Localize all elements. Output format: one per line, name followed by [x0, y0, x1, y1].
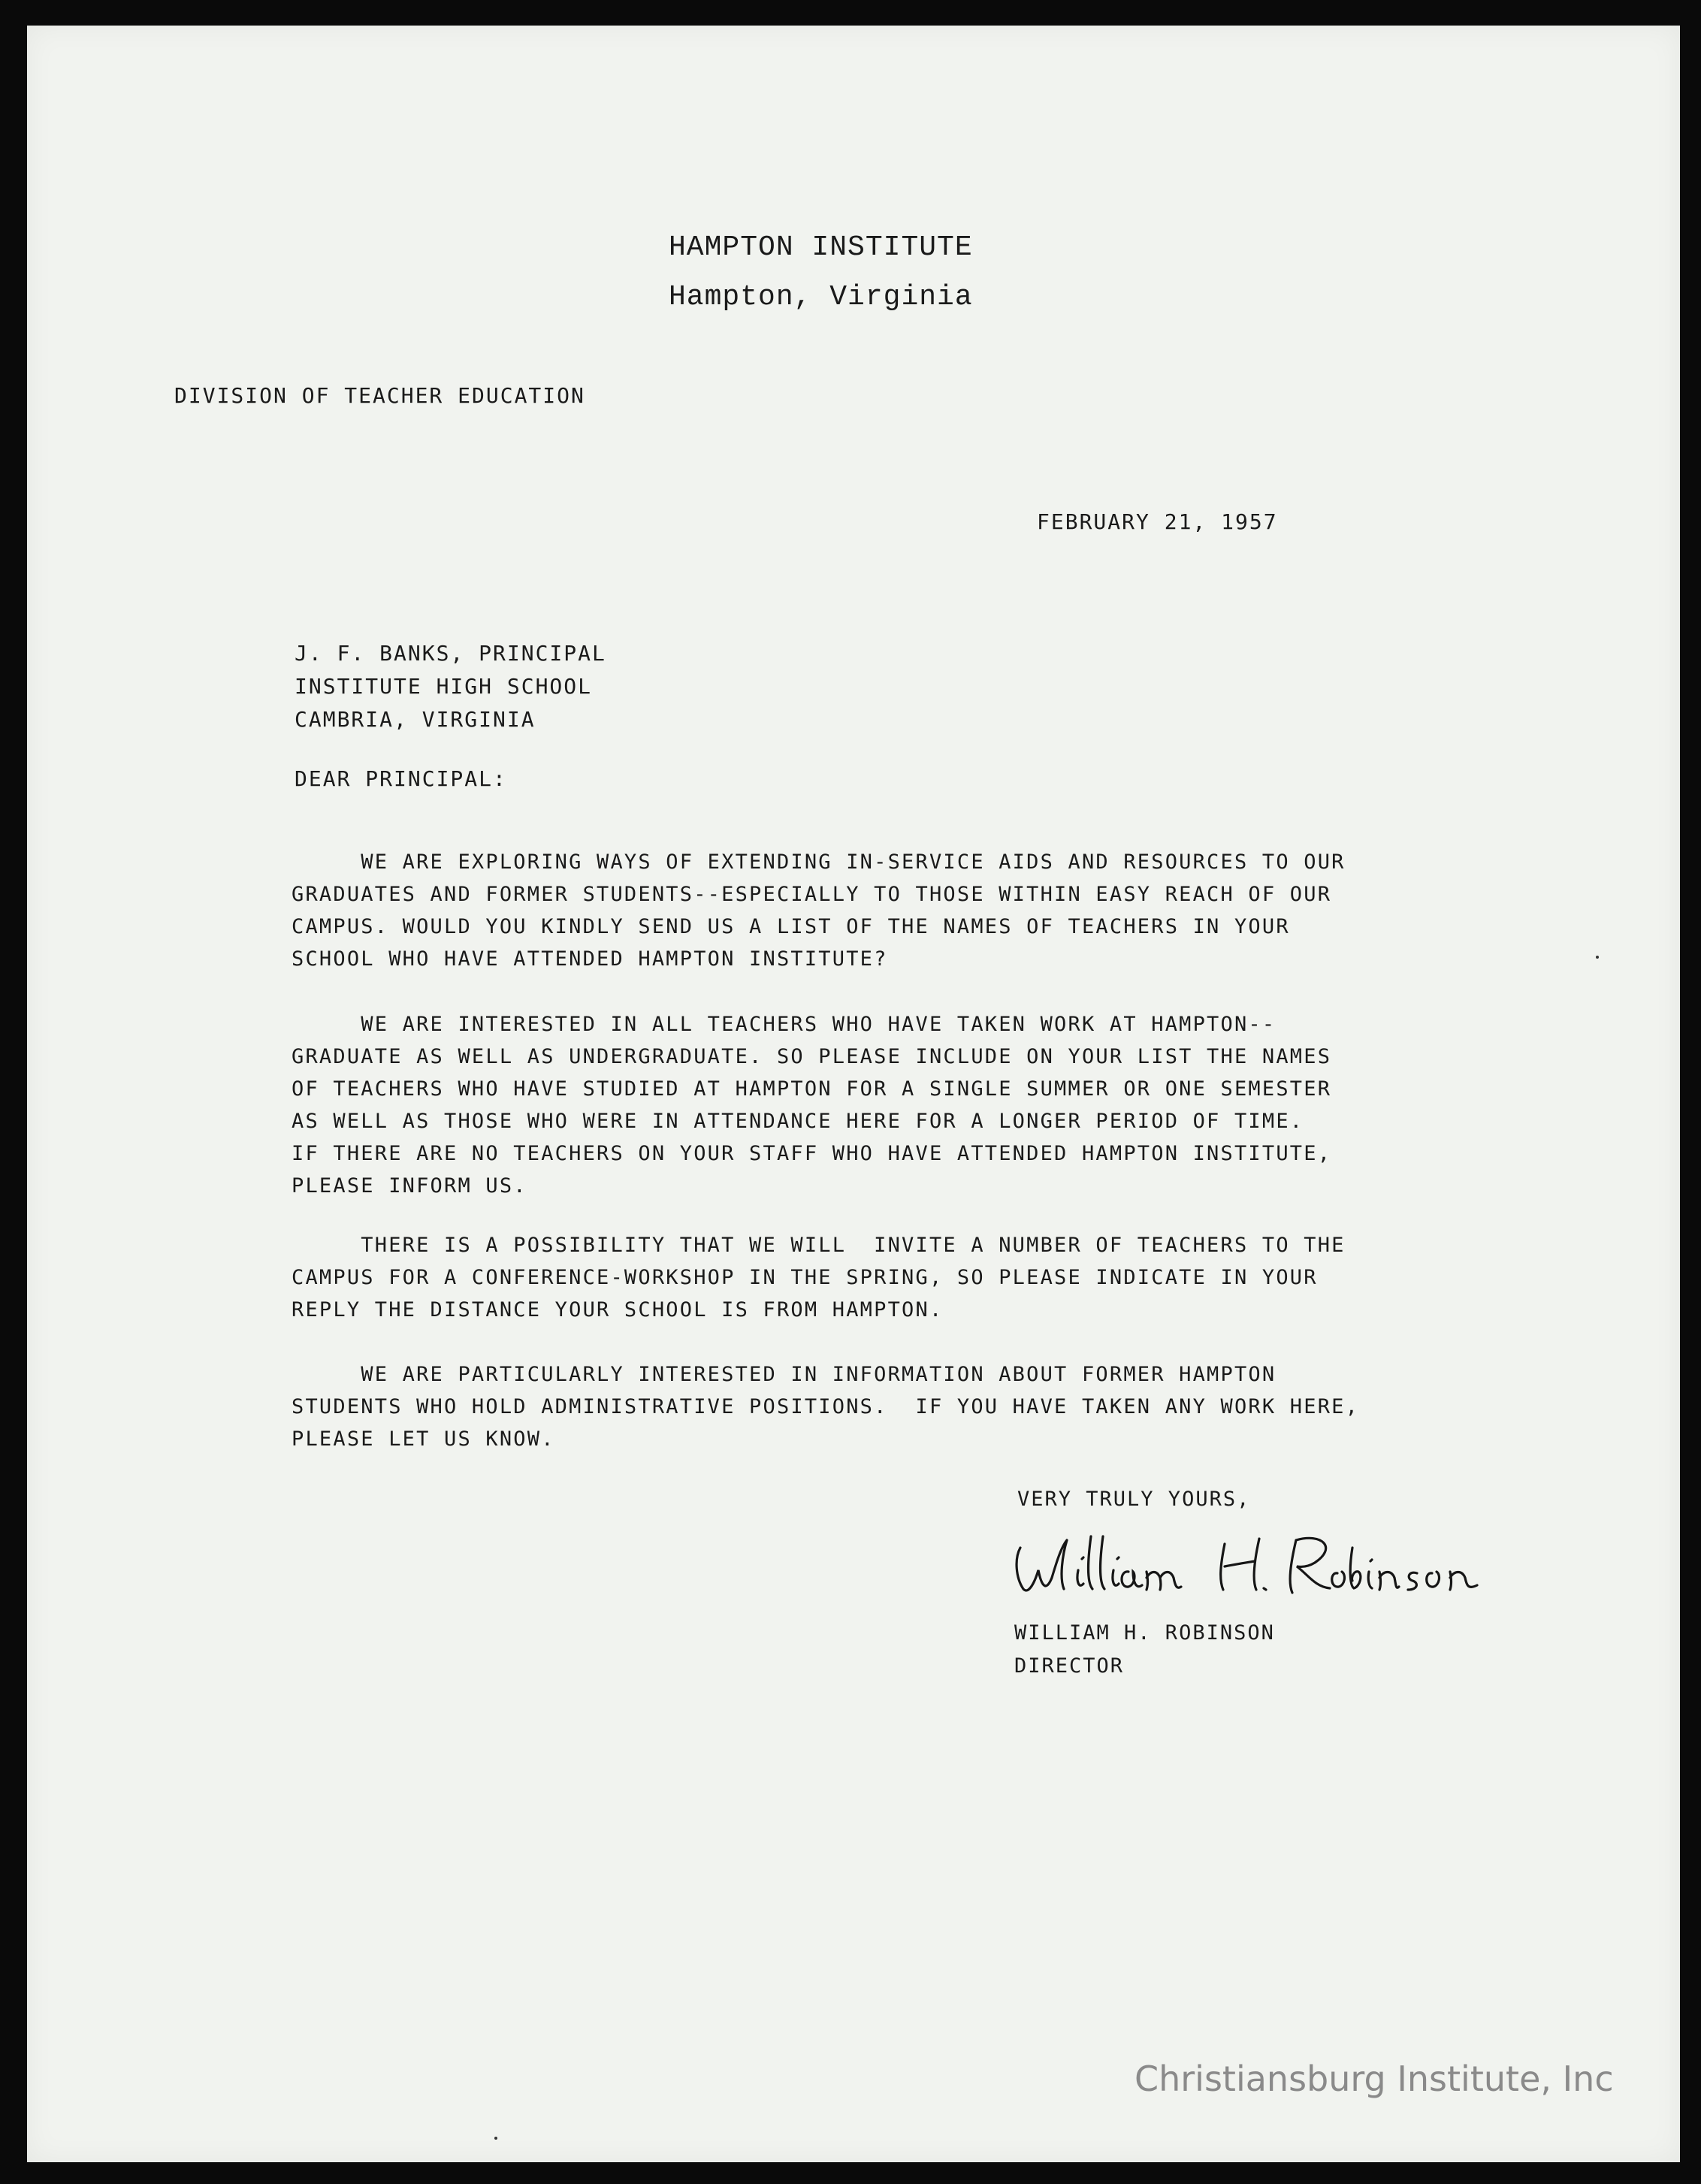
recipient-address [295, 637, 606, 736]
signer-title: DIRECTOR [1014, 1654, 1125, 1678]
paragraph-line: WE ARE PARTICULARLY INTERESTED IN INFORMATION ABOUT FORMER HAMPTON [292, 1363, 1277, 1386]
paragraph-line: GRADUATE AS WELL AS UNDERGRADUATE. SO PLEASE INCLUDE ON YOUR LIST THE NAMES [292, 1045, 1332, 1068]
paragraph-line: AS WELL AS THOSE WHO WERE IN ATTENDANCE HERE FOR A LONGER PERIOD OF TIME. [292, 1110, 1304, 1133]
letterhead-institution: HAMPTON INSTITUTE [669, 231, 973, 264]
body-paragraph-4 [292, 1358, 1403, 1455]
paper-speck [1596, 956, 1599, 959]
salutation: DEAR PRINCIPAL: [295, 766, 507, 791]
paragraph-line: CAMPUS. WOULD YOU KINDLY SEND US A LIST OF THE NAMES OF TEACHERS IN YOUR [292, 915, 1290, 938]
paragraph-line: PLEASE LET US KNOW. [292, 1427, 555, 1451]
signer-name: WILLIAM H. ROBINSON [1014, 1621, 1275, 1645]
recipient-line: CAMBRIA, VIRGINIA [295, 707, 536, 732]
paragraph-line: WE ARE INTERESTED IN ALL TEACHERS WHO HAVE TAKEN WORK AT HAMPTON-- [292, 1013, 1277, 1036]
handwritten-signature [1007, 1525, 1533, 1608]
body-paragraph-3 [292, 1229, 1403, 1326]
paragraph-line: OF TEACHERS WHO HAVE STUDIED AT HAMPTON FOR A SINGLE SUMMER OR ONE SEMESTER [292, 1077, 1332, 1101]
body-paragraph-1 [292, 846, 1403, 975]
watermark-text: Christiansburg Institute, Inc [1135, 2059, 1614, 2099]
letter-date: FEBRUARY 21, 1957 [1037, 509, 1278, 534]
paragraph-line: WE ARE EXPLORING WAYS OF EXTENDING IN-SERVICE AIDS AND RESOURCES TO OUR [292, 850, 1346, 874]
paragraph-line: GRADUATES AND FORMER STUDENTS--ESPECIALLY TO THOSE WITHIN EASY REACH OF OUR [292, 883, 1332, 906]
paragraph-line: SCHOOL WHO HAVE ATTENDED HAMPTON INSTITUTE? [292, 947, 888, 971]
paper-speck [494, 2137, 497, 2140]
paragraph-line: IF THERE ARE NO TEACHERS ON YOUR STAFF WHO HAVE ATTENDED HAMPTON INSTITUTE, [292, 1142, 1332, 1165]
division-name: DIVISION OF TEACHER EDUCATION [174, 383, 585, 408]
paragraph-line: PLEASE INFORM US. [292, 1174, 527, 1198]
complimentary-close: VERY TRULY YOURS, [1017, 1488, 1251, 1511]
recipient-line: INSTITUTE HIGH SCHOOL [295, 674, 593, 699]
paragraph-line: THERE IS A POSSIBILITY THAT WE WILL INVITE A NUMBER OF TEACHERS TO THE [292, 1234, 1346, 1257]
letterhead-location: Hampton, Virginia [669, 281, 973, 313]
paragraph-line: CAMPUS FOR A CONFERENCE-WORKSHOP IN THE SPRING, SO PLEASE INDICATE IN YOUR [292, 1266, 1318, 1289]
recipient-line: J. F. BANKS, PRINCIPAL [295, 641, 606, 666]
body-paragraph-2 [292, 1008, 1403, 1202]
paragraph-line: STUDENTS WHO HOLD ADMINISTRATIVE POSITIONS. IF YOU HAVE TAKEN ANY WORK HERE, [292, 1395, 1360, 1418]
paragraph-line: REPLY THE DISTANCE YOUR SCHOOL IS FROM HAMPTON. [292, 1298, 944, 1322]
signature-block [1014, 1617, 1275, 1683]
